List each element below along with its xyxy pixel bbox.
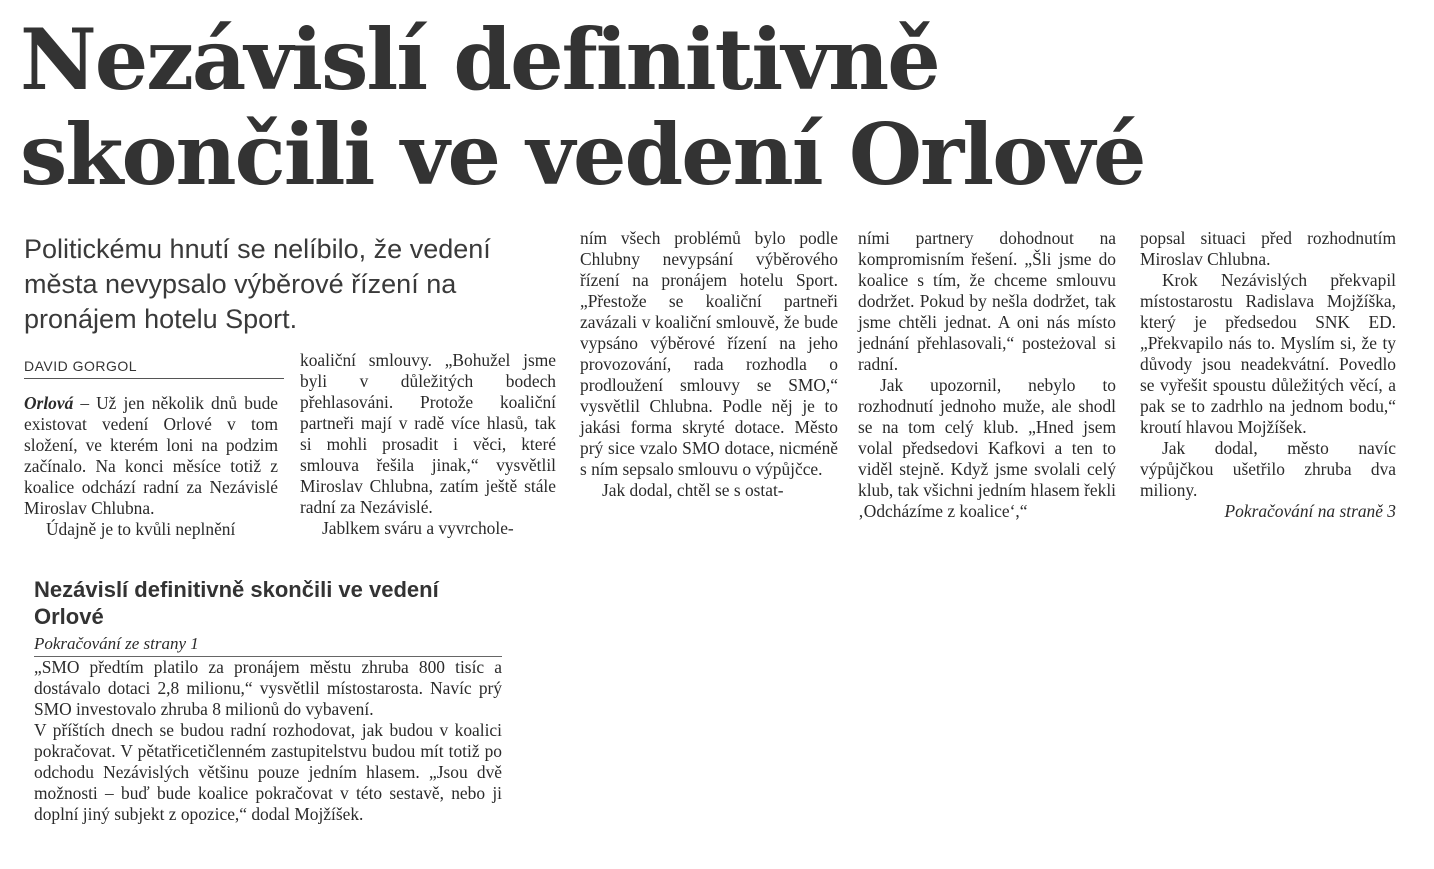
article-column-4: [858, 228, 1116, 522]
continuation-subtitle: Pokračování ze strany 1: [34, 634, 502, 657]
lead-paragraph: Politickému hnutí se nelíbilo, že vedení města nevypsalo výběrové řízení na pronájem hotelu Sport.: [24, 234, 491, 334]
article-paragraph: Jak dodal, město navíc výpůjčkou ušetřilo zhruba dva miliony.: [1140, 438, 1396, 500]
article-paragraph: ním všech problémů bylo podle Chlubny nevypsání výběrového řízení na pronájem hotelu Sport. „Přestože se koaliční partneři zavázali v koaliční smlouvě, že bude vypsáno výběrové řízení na jeho provozování, rada rozhodla o prodloužení smlouvy se SMO,“ vysvětlil Chlubna. Podle něj je to jakási forma skryté dotace. Město prý sice vzalo SMO dotace, nicméně s ním sepsalo smlouvu o výpůjčce.: [580, 228, 838, 479]
article-column-3: [580, 228, 838, 501]
continuation-body: [34, 657, 502, 825]
article-text: – Už jen několik dnů bude existovat vedení Orlové v tom složení, ve kterém loni na podzim začínalo. Na konci měsíce totiž z koalice odchází radní za Nezávislé Miroslav Chlubna.: [24, 393, 278, 518]
article-column-2: [300, 350, 556, 539]
continuation-paragraph: V příštích dnech se budou radní rozhodovat, jak budou v koalici pokračovat. V pětatřicetičlenném zastupitelstvu budou mít totiž po odchodu Nezávislých většinu pouze jedním hlasem. „Jsou dvě možnosti – buď bude koalice pokračovat v této sestavě, nebo ji doplní jiný subjekt z opozice,“ dodal Mojžíšek.: [34, 720, 502, 824]
article-paragraph: Krok Nezávislých překvapil místostarostu Radislava Mojžíška, který je předsedou SNK ED. „Překvapilo nás to. Myslím si, že ty důvody jsou neadekvátní. Povedlo se vyřešit spoustu důležitých věcí, a pak se to zadrhlo na jednom bodu,“ kroutí hlavou Mojžíšek.: [1140, 270, 1396, 437]
article-paragraph: koaliční smlouvy. „Bohužel jsme byli v důležitých bodech přehlasováni. Protože koaliční partneři mají v radě více hlasů, tak si mohli prosadit i věci, které smlouva řešila jinak,“ vysvětlil Miroslav Chlubna, zatím ještě stále radní za Nezávislé.: [300, 350, 556, 517]
article-column-1: [24, 393, 278, 540]
article-paragraph: Jak upozornil, nebylo to rozhodnutí jednoho muže, ale shodl se na tom celý klub. „Hned jsem volal předsedovi Kafkovi a ten to viděl stejně. Když jsme svolali celý klub, tak všichni jedním hlasem řekli ‚Odcházíme z koalice‘,“: [858, 375, 1116, 521]
article-paragraph: Jak dodal, chtěl se s ostat-: [602, 480, 784, 500]
continuation-paragraph: „SMO předtím platilo za pronájem městu zhruba 800 tisíc a dostávalo dotaci 2,8 milionu,“ vysvětlil místostarosta. Navíc prý SMO investovalo zhruba 8 milionů do vybavení.: [34, 657, 502, 719]
continued-on-note: Pokračování na straně 3: [1224, 501, 1396, 521]
headline: Nezávislí definitivně skončili ve vedení Orlové: [20, 10, 1145, 204]
continuation-section: [34, 576, 502, 825]
article-paragraph: Jablkem sváru a vyvrchole-: [322, 518, 514, 538]
article-paragraph: ními partnery dohodnout na kompromisním řešení. „Šli jsme do koalice s tím, že chceme smlouvu dodržet. Pokud by nešla dodržet, tak jsme chtěli jednat. A oni nás místo jednání přehlasovali,“ posteżoval si radní.: [858, 228, 1116, 374]
article-paragraph: popsal situaci před rozhodnutím Miroslav Chlubna.: [1140, 228, 1396, 269]
dateline-location: Orlová: [24, 393, 74, 413]
article-paragraph: [24, 393, 278, 519]
byline: DAVID GORGOL: [24, 358, 284, 379]
article-paragraph: Údajně je to kvůli neplnění: [46, 519, 236, 539]
article-column-5: [1140, 228, 1396, 522]
continuation-title: Nezávislí definitivně skončili ve vedení Orlové: [34, 577, 439, 629]
